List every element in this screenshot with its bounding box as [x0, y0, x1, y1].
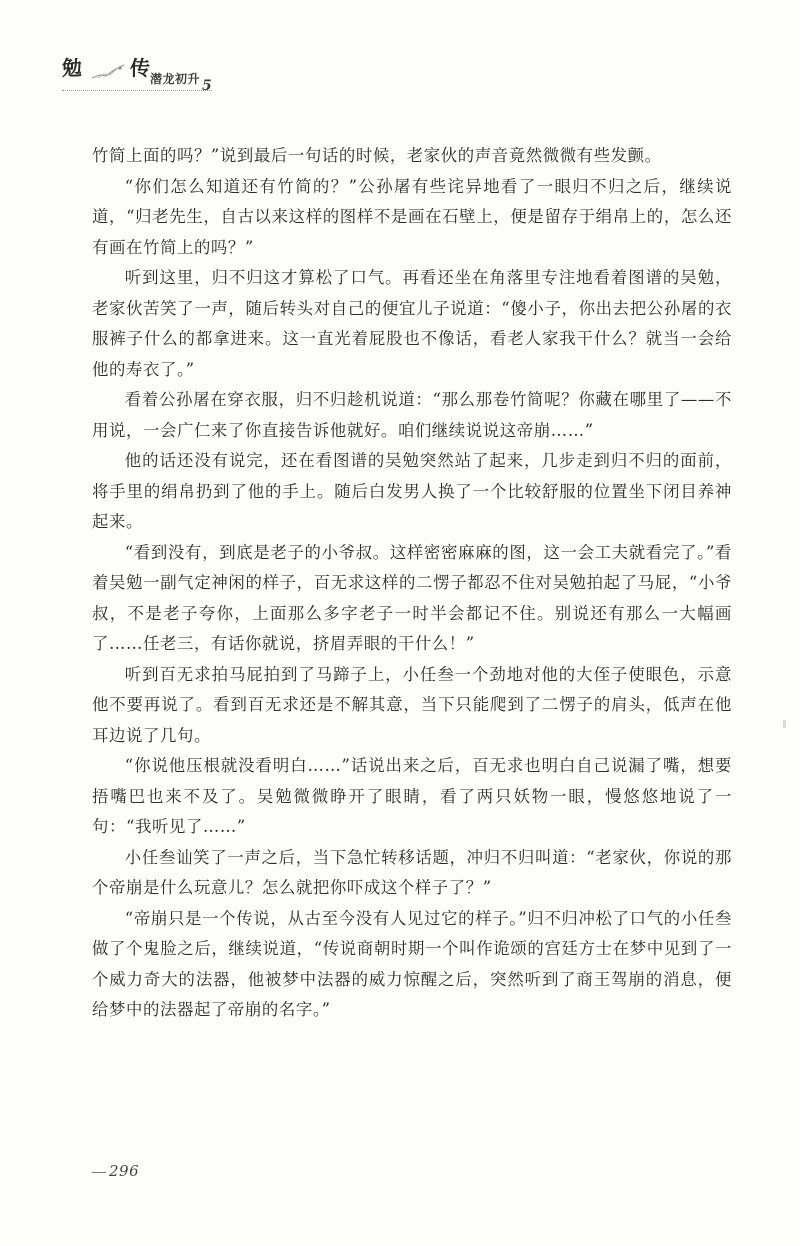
paragraph: 他的话还没有说完，还在看图谱的吴勉突然站了起来，几步走到归不归的面前，将手里的绢帛扔到了他的手上。随后白发男人换了一个比较舒服的位置坐下闭目养神起来。	[92, 451, 732, 531]
paragraph: 听到这里，归不归这才算松了口气。再看还坐在角落里专注地看着图谱的吴勉，老家伙苦笑了一声，随后转头对自己的便宜儿子说道：“傻小子，你出去把公孙屠的衣服裤子什么的都拿进来。这一直光着屁股也不像话，看老人家我干什么？就当一会给他的寿衣了。”	[92, 268, 732, 379]
running-header	[62, 52, 282, 96]
paragraph: 听到百无求拍马屁拍到了马蹄子上，小任叁一个劲地对他的大侄子使眼色，示意他不要再说了。看到百无求还是不解其意，当下只能爬到了二愣子的肩头，低声在他耳边说了几句。	[92, 664, 732, 745]
header-volume-number: 5	[202, 78, 212, 94]
paragraph: 小任叁讪笑了一声之后，当下急忙转移话题，冲归不归叫道：“老家伙，你说的那个帝崩是什么玩意儿？怎么就把你吓成这个样子了？”	[92, 847, 732, 897]
body-text	[92, 141, 732, 1026]
page-number-dash	[92, 1172, 106, 1173]
paragraph: “你们怎么知道还有竹简的？”公孙屠有些诧异地看了一眼归不归之后，继续说道，“归老先生，自古以来这样的图样不是画在石壁上，便是留存于绢帛上的，怎么还有画在竹简上的吗？”	[92, 176, 732, 257]
header-title-char-1: 勉	[62, 56, 82, 80]
header-title-char-2: 传	[130, 56, 150, 80]
paragraph: “帝崩只是一个传说，从古至今没有人见过它的样子。”归不归冲松了口气的小任叁做了个鬼脸之后，继续说道，“传说商朝时期一个叫作诡颂的宫廷方士在梦中见到了一个威力奇大的法器，他被梦中法器的威力惊醒之后，突然听到了商王驾崩的消息，便给梦中的法器起了帝崩的名字。”	[92, 908, 732, 1019]
header-decoration-icon	[90, 64, 126, 80]
scan-speck	[783, 720, 786, 728]
header-subtitle: 潜龙初升	[150, 72, 201, 86]
paragraph: “你说他压根就没看明白……”话说出来之后，百无求也明白自己说漏了嘴，想要捂嘴巴也来不及了。吴勉微微睁开了眼睛，看了两只妖物一眼，慢悠悠地说了一句：“我听见了……”	[92, 756, 732, 836]
page-number	[92, 1162, 139, 1180]
paragraph: 看着公孙屠在穿衣服，归不归趁机说道：“那么那卷竹简呢？你藏在哪里了——不用说，一会广仁来了你直接告诉他就好。咱们继续说说这帝崩……”	[92, 390, 732, 440]
header-rule	[62, 90, 212, 91]
paragraph: 竹简上面的吗？”说到最后一句话的时候，老家伙的声音竟然微微有些发颤。	[92, 146, 662, 165]
page-number-value: 296	[109, 1162, 140, 1180]
paragraph: “看到没有，到底是老子的小爷叔。这样密密麻麻的图，这一会工夫就看完了。”看着吴勉一副气定神闲的样子，百无求这样的二愣子都忍不住对吴勉拍起了马屁，“小爷叔，不是老子夸你，上面那么多字老子一时半会都记不住。别说还有那么一大幅画了……任老三，有话你就说，挤眉弄眼的干什么！”	[92, 542, 732, 653]
